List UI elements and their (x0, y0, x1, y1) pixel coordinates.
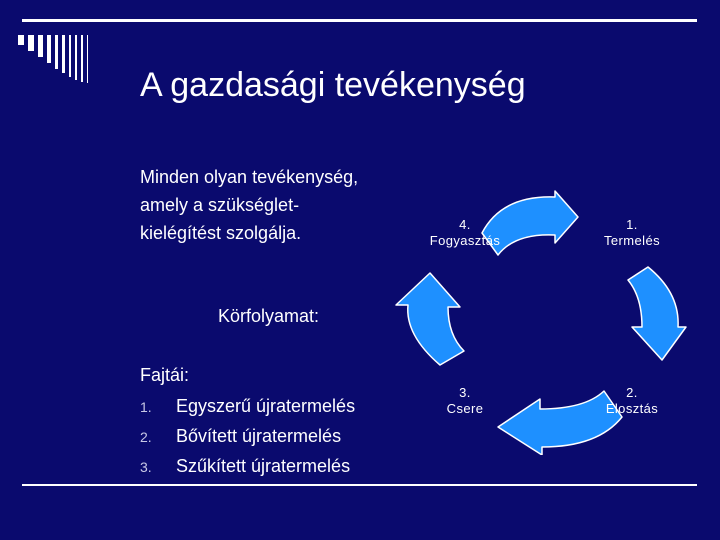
stage-label: Elosztás (605, 401, 659, 416)
list-number: 2. (140, 429, 152, 445)
stage-number: 3. (459, 385, 471, 400)
types-list (140, 391, 355, 481)
types-heading: Fajtái: (140, 365, 190, 385)
stage-number: 4. (459, 217, 471, 232)
stage-number: 1. (626, 217, 638, 232)
top-rule (22, 19, 697, 22)
list-item (140, 451, 355, 481)
list-item-label: Szűkített újratermelés (176, 456, 351, 476)
list-number: 1. (140, 399, 152, 415)
stage-label: Fogyasztás (429, 233, 501, 248)
list-item-label: Bővített újratermelés (176, 426, 342, 446)
stage-termeles (572, 217, 692, 249)
stage-label: Csere (446, 401, 484, 416)
list-number: 3. (140, 459, 152, 475)
list-item (140, 391, 355, 421)
stage-csere (405, 385, 525, 417)
list-item (140, 421, 355, 451)
stage-number: 2. (626, 385, 638, 400)
definition-text: Minden olyan tevékenység, amely a szükséglet-kielégítést szolgálja. (140, 167, 359, 243)
arrow-up-icon (396, 273, 464, 365)
stage-elosztas (572, 385, 692, 417)
stage-fogyasztas (405, 217, 525, 249)
bottom-rule (22, 484, 697, 486)
cycle-diagram (380, 155, 720, 460)
slide-title: A gazdasági tevékenység (140, 66, 526, 104)
stage-label: Termelés (604, 233, 660, 248)
cycle-label: Körfolyamat: (218, 306, 320, 326)
decorative-stripes (18, 35, 128, 85)
types-section (140, 363, 355, 481)
list-item-label: Egyszerű újratermelés (176, 396, 356, 416)
arrow-down-icon (628, 267, 686, 360)
